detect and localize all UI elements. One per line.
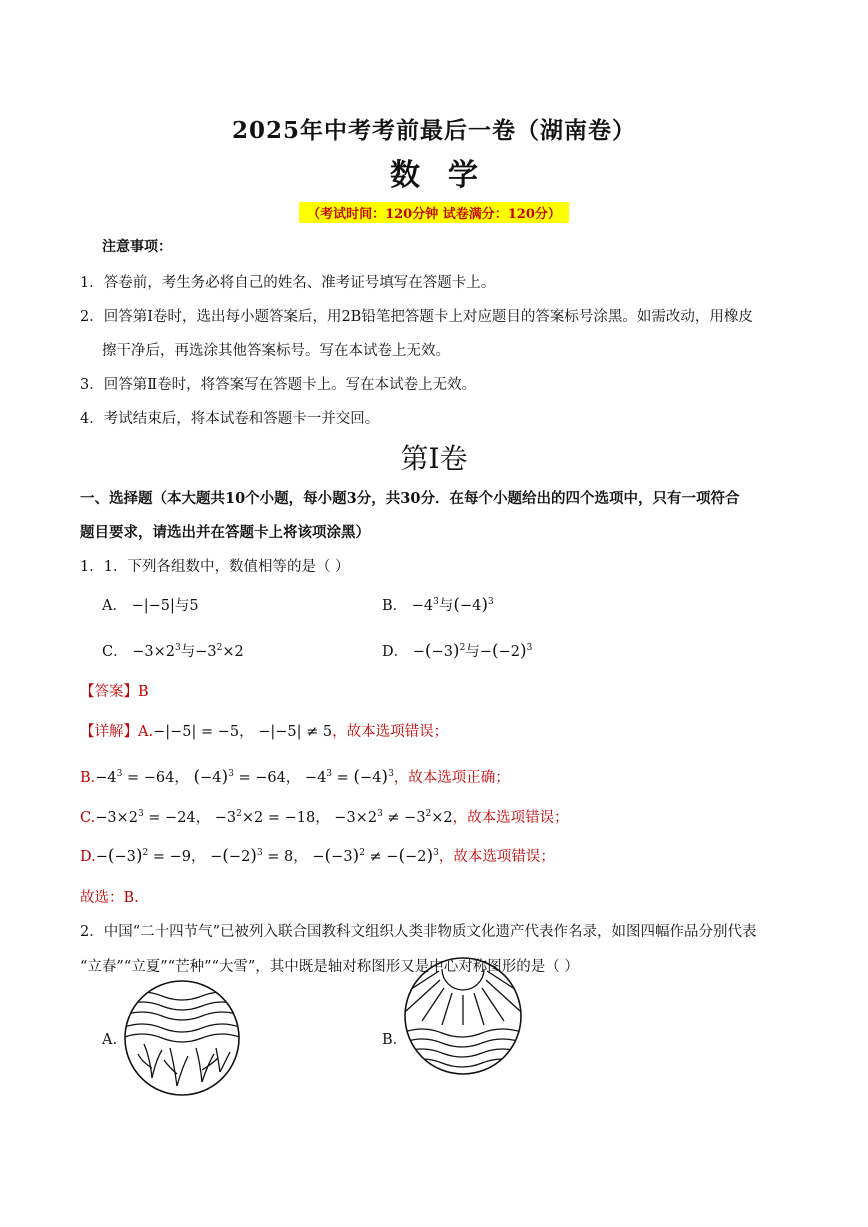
option-label: B． bbox=[382, 598, 408, 614]
notice-item-1: 1．答卷前，考生务必将自己的姓名、准考证号填写在答题卡上。 bbox=[80, 275, 496, 291]
section-desc-1: 一、选择题（本大题共10个小题，每小题3分，共30分．在每个小题给出的四个选项中，只有一项符合 bbox=[80, 490, 740, 507]
option-label: C． bbox=[102, 644, 128, 660]
subject-title: 数学 bbox=[390, 158, 506, 193]
verdict-text: ，故本选项错误； bbox=[332, 724, 449, 740]
detail-prefix: C. bbox=[80, 810, 96, 826]
solar-term-figure-a bbox=[122, 978, 242, 1098]
notice-heading: 注意事项： bbox=[102, 239, 172, 255]
option-label: A． bbox=[102, 598, 127, 614]
verdict-text: ，故本选项错误； bbox=[452, 810, 569, 826]
q1-detail-c: $C.-3\times 2^3 = -24$， $-3^2\times 2 = -18$， $-3\times 2^3 \ne -3^2\times 2$，故本选项错误； bbox=[80, 809, 569, 826]
solar-term-figure-b bbox=[402, 955, 524, 1077]
q1-option-a: A． −|−5|与5 bbox=[102, 598, 199, 614]
q1-conclusion: 故选：B. bbox=[80, 890, 139, 906]
q1-detail-d: $D.-(-3)^2 = -9$， $-(-2)^3 = 8$， $-(-3)^2 \ne -(-2)^3$，故本选项错误； bbox=[80, 846, 555, 866]
q2-option-b-label: B． bbox=[382, 1032, 408, 1048]
notice-item-3: 3．回答第Ⅱ卷时，将答案写在答题卡上。写在本试卷上无效。 bbox=[80, 377, 477, 393]
section-desc-2: 题目要求，请选出并在答题卡上将该项涂黑） bbox=[80, 524, 370, 541]
q2-option-a-label: A． bbox=[102, 1032, 127, 1048]
word-with: 与 bbox=[180, 644, 196, 660]
detail-tag: 【详解】 bbox=[80, 724, 138, 740]
answer-value: B bbox=[138, 684, 149, 700]
q1-option-d: D． $-(-3)^2$与$-(-2)^3$ bbox=[382, 641, 533, 661]
verdict-text: ，故本选项错误； bbox=[438, 849, 555, 865]
q1-option-b: B． $-4^3$与$(-4)^3$ bbox=[382, 595, 494, 615]
q1-answer bbox=[80, 680, 149, 701]
exam-info-badge: （考试时间：120分钟 试卷满分：120分） bbox=[299, 202, 569, 223]
q1-option-c: C． $-3\times 2^3$与$-3^2\times 2$ bbox=[102, 643, 244, 660]
exam-info-row bbox=[0, 202, 868, 223]
notice-item-4: 4．考试结束后，将本试卷和答题卡一并交回。 bbox=[80, 411, 380, 427]
option-label: D． bbox=[382, 644, 409, 660]
verdict-text: ，故本选项正确； bbox=[393, 770, 510, 786]
q1-stem: 1．1．下列各组数中，数值相等的是（ ） bbox=[80, 559, 350, 575]
notice-item-2: 2．回答第Ⅰ卷时，选出每小题答案后，用2B铅笔把答题卡上对应题目的答案标号涂黑。如需改动，用橡皮 bbox=[80, 309, 753, 325]
section-title: 第Ⅰ卷 bbox=[400, 442, 468, 475]
notice-item-2-cont: 擦干净后，再选涂其他答案标号。写在本试卷上无效。 bbox=[102, 343, 450, 359]
detail-prefix: A. bbox=[138, 724, 154, 740]
q2-stem-2: “立春”“立夏”“芒种”“大雪”，其中既是轴对称图形又是中心对称图形的是（ ） bbox=[80, 959, 579, 975]
page-title: 2025年中考考前最后一卷（湖南卷） bbox=[231, 117, 636, 144]
word-with: 与 bbox=[174, 598, 190, 614]
q2-stem-1: 2．中国“二十四节气”已被列入联合国教科文组织人类非物质文化遗产代表作名录，如图四幅作品分别代表 bbox=[80, 924, 757, 940]
word-with: 与 bbox=[438, 598, 454, 614]
detail-prefix: D. bbox=[80, 849, 96, 865]
answer-tag: 【答案】 bbox=[80, 684, 138, 700]
q1-detail-b: $B.-4^3 = -64$， $(-4)^3 = -64$， $-4^3 = (-4)^3$，故本选项正确； bbox=[80, 767, 510, 787]
detail-prefix: B. bbox=[80, 770, 96, 786]
q1-detail-a: 【详解】A.−|−5| = −5， −|−5| ≠ 5，故本选项错误； bbox=[80, 724, 449, 740]
word-with: 与 bbox=[465, 644, 480, 660]
